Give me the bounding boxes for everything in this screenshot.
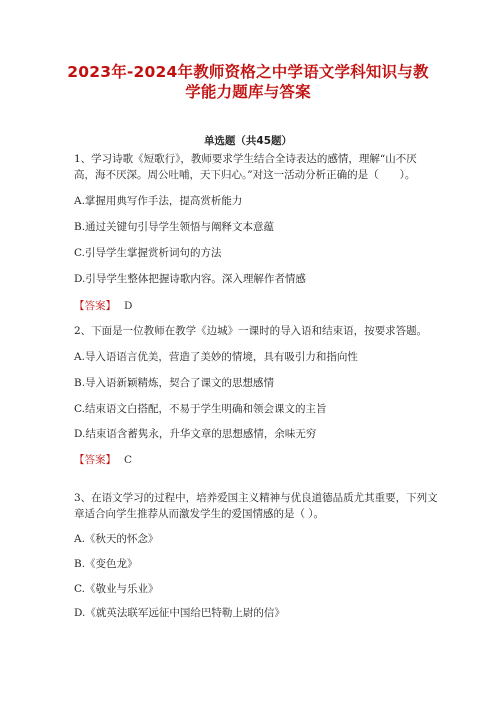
question-2-option-a: A.导入语语言优美，营造了美妙的情境，具有吸引力和指向性 xyxy=(74,351,358,363)
question-1-option-c: C.引导学生掌握赏析词句的方法 xyxy=(74,247,222,259)
section-heading: 单选题（共45题） xyxy=(203,135,293,147)
question-3-option-a: A.《秋天的怀念》 xyxy=(74,533,159,545)
answer-label: 【答案】 xyxy=(74,454,116,466)
question-3-option-d: D.《就英法联军远征中国给巴特勒上尉的信》 xyxy=(74,607,285,619)
page-title xyxy=(50,62,446,102)
title-line-2: 学能力题库与答案 xyxy=(185,83,311,101)
question-1-stem-line-2: 高，海不厌深。周公吐哺，天下归心。”对这一活动分析正确的是（ ）。 xyxy=(74,169,416,181)
question-1-option-b: B.通过关键句引导学生领悟与阐释文本意蕴 xyxy=(74,221,275,233)
question-1-answer xyxy=(74,299,132,314)
question-1-option-a: A.掌握用典写作手法，提高赏析能力 xyxy=(74,195,243,207)
question-2-option-b: B.导入语新颖精炼，契合了课文的思想感情 xyxy=(74,377,275,389)
question-2-option-c: C.结束语文白搭配，不易于学生明确和领会课文的主旨 xyxy=(74,403,327,415)
question-2-stem-line-1: 2、下面是一位教师在教学《边城》一课时的导入语和结束语，按要求答题。 xyxy=(74,325,428,337)
question-1-option-d: D.引导学生整体把握诗歌内容。深入理解作者情感 xyxy=(74,273,306,285)
question-3-option-b: B.《变色龙》 xyxy=(74,558,138,570)
answer-value: D xyxy=(124,300,133,312)
question-3-option-c: C.《敬业与乐业》 xyxy=(74,583,159,595)
question-2-option-d: D.结束语含蓄隽永，升华文章的思想感情，余味无穷 xyxy=(74,428,317,440)
question-1-stem-line-1: 1、学习诗歌《短歌行》，教师要求学生结合全诗表达的感情，理解“山不厌 xyxy=(74,153,417,165)
title-line-1: 2023年-2024年教师资格之中学语文学科知识与教 xyxy=(67,63,429,81)
question-3-stem-line-2: 章适合向学生推荐从而激发学生的爱国情感的是（ ）。 xyxy=(74,508,325,520)
answer-label: 【答案】 xyxy=(74,300,116,312)
question-2-answer xyxy=(74,453,132,468)
question-3-stem-line-1: 3、在语文学习的过程中，培养爱国主义精神与优良道德品质尤其重要，下列文 xyxy=(74,492,438,504)
answer-value: C xyxy=(124,454,133,466)
